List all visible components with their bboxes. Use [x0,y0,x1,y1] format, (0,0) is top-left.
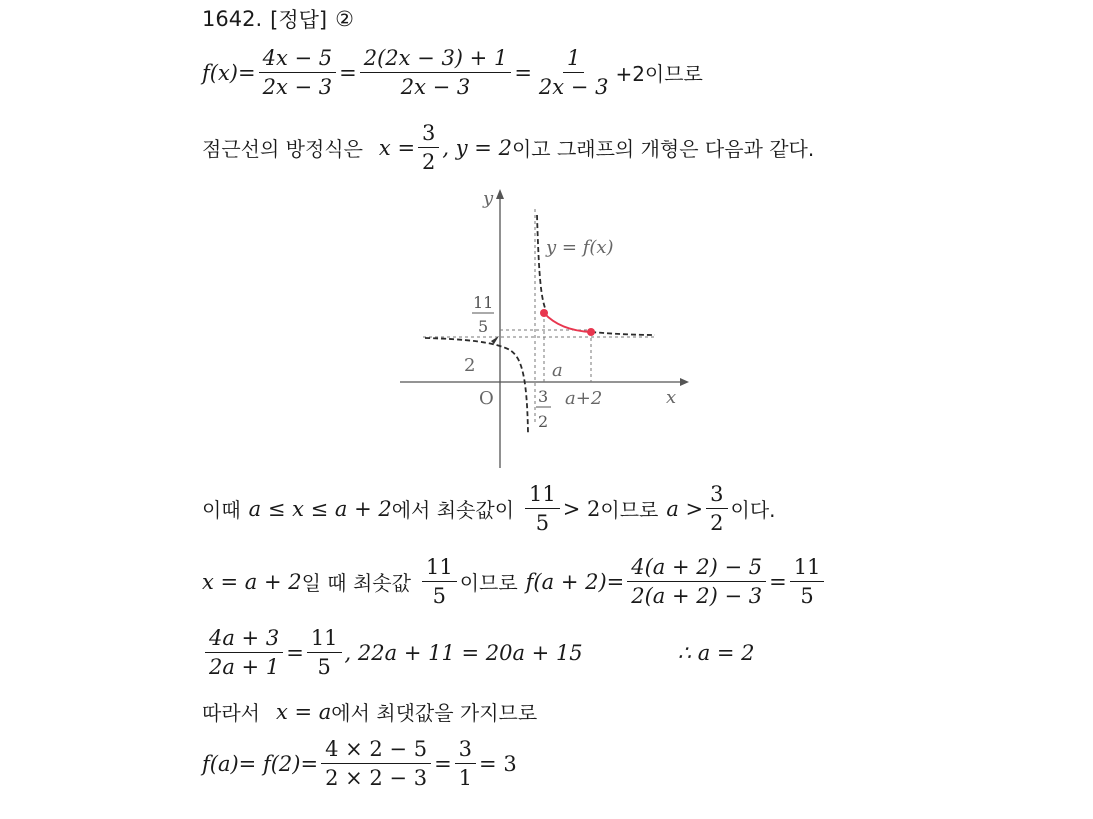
numerator: 4a + 3 [205,626,283,653]
text: 이므로 [459,571,518,596]
numerator: 4(a + 2) − 5 [627,555,766,582]
numerator: 3 [706,482,727,509]
result: = 3 [479,751,517,776]
text: 이므로 [600,498,659,523]
answer-mark: ② [335,7,354,31]
problem-number: 1642. [202,7,263,31]
fraction [418,121,439,174]
comparison: > 2 [562,496,601,521]
text: 이고 그래프의 개형은 다음과 같다. [511,137,815,162]
denominator: 1 [458,766,473,791]
equals: = [286,640,304,665]
denominator: 5 [432,584,446,609]
fraction [627,555,766,608]
denominator: 2 [710,511,724,536]
text: 이다. [730,498,776,523]
fraction [525,482,560,535]
a-label: a [552,360,563,381]
linear-equation: , 22a + 11 = 20a + 15 [344,640,583,665]
fraction [706,482,727,535]
numerator: 2(2x − 3) + 1 [360,46,512,73]
therefore-result: ∴ a = 2 [677,640,755,665]
fraction [321,737,431,790]
endpoint-a-plus-2 [587,328,595,336]
left-branch [425,338,528,433]
x-equation: x = [378,135,416,160]
y-axis-label: y [483,188,494,209]
text: +2이므로 [615,62,703,87]
x-equation: x = a [275,699,332,724]
y-intercept-label: 2 [464,355,476,376]
denominator: 2 × 2 − 3 [325,766,428,791]
f-x-lhs: f(x)= [202,60,256,85]
maximum-sentence [202,697,537,726]
denominator: 2a + 1 [209,655,280,680]
numerator: 11 [422,555,457,582]
numerator: 11 [790,555,825,582]
interval: a ≤ x ≤ a + 2 [248,496,392,521]
x-equation: x = a + 2 [202,569,302,594]
y-equation: , y = 2 [442,135,512,160]
minimum-at-a-plus-2 [202,555,827,608]
text: 따라서 [202,701,260,725]
y-axis-arrow [496,189,504,199]
solve-for-a [202,626,755,679]
label-11-over-5-den: 5 [478,317,489,336]
label-3-over-2-den: 2 [538,412,549,431]
fraction [259,46,337,99]
equation-f-rewrite [202,46,703,99]
minimum-condition-sentence [202,482,776,535]
denominator: 2x − 3 [538,75,609,100]
fraction [307,626,342,679]
a-plus-2-label: a+2 [565,388,603,409]
asymptote-sentence [202,121,814,174]
fraction [422,555,457,608]
text: 이때 [202,498,241,523]
fraction [535,46,613,99]
curve-label: y = f(x) [546,237,614,258]
fraction [790,555,825,608]
label-3-over-2-num: 3 [538,387,549,406]
right-branch-tail [591,332,655,335]
numerator: 3 [455,737,476,764]
maximum-value-equation [202,737,517,790]
denominator: 2(a + 2) − 3 [631,584,763,609]
x-axis-arrow [680,378,689,386]
right-branch [537,215,547,313]
text: 에서 최댓값을 가지므로 [331,701,538,725]
a-inequality: a > [666,496,704,521]
fraction [360,46,512,99]
equals: = [769,569,787,594]
denominator: 2 [422,150,436,175]
label-11-over-5-num: 11 [473,293,494,312]
x-axis-label: x [666,387,677,408]
denominator: 5 [317,655,331,680]
text: 일 때 최솟값 [301,571,411,596]
denominator: 5 [535,511,550,536]
numerator: 11 [525,482,560,509]
equals: = [434,751,452,776]
numerator: 4 × 2 − 5 [321,737,431,764]
text: 에서 최솟값이 [391,498,515,523]
numerator: 11 [307,626,342,653]
f-a-plus-2: f(a + 2)= [525,569,625,594]
denominator: 5 [800,584,814,609]
highlighted-arc [544,313,591,332]
denominator: 2x − 3 [262,75,333,100]
fraction [205,626,283,679]
endpoint-a [540,309,548,317]
numerator: 4x − 5 [259,46,337,73]
equals: = [514,60,532,85]
fraction [455,737,476,790]
text: 점근선의 방정식은 [202,137,363,162]
function-graph [395,185,695,475]
equals: = [339,60,357,85]
problem-header [202,4,354,34]
answer-label: [정답] [270,8,328,32]
numerator: 3 [418,121,439,148]
f-a-lhs: f(a)= f(2)= [202,751,319,776]
denominator: 2x − 3 [400,75,471,100]
numerator: 1 [563,46,584,73]
origin-label: O [479,388,494,409]
